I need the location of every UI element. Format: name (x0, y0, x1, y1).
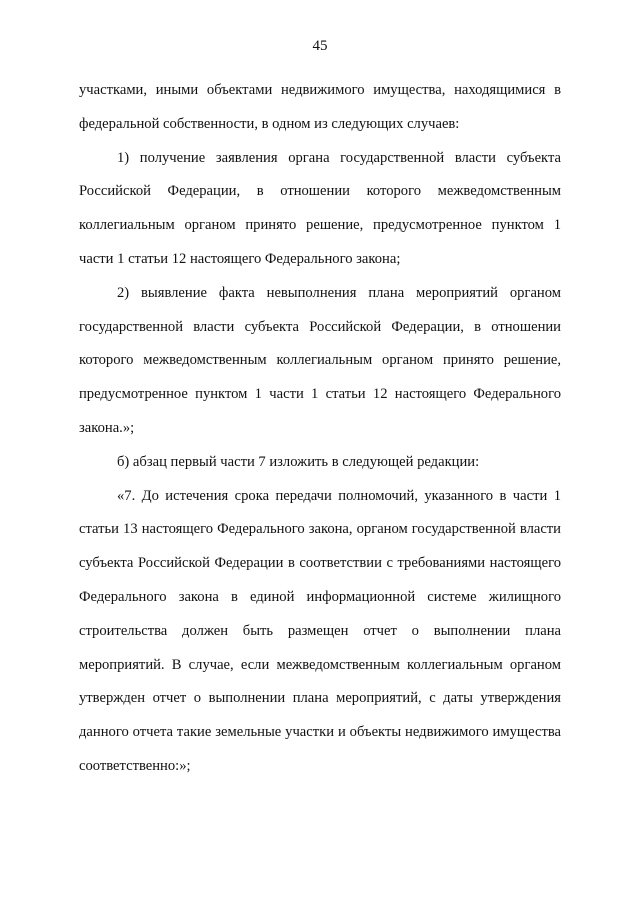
paragraph-subitem-b: б) абзац первый части 7 изложить в следующей редакции: (117, 453, 480, 470)
paragraph-item-1: 1) получение заявления органа государственной власти субъекта Российской Федерации, в отношении которого межведомственным коллегиальным органом принято решение, предусмотренное пунктом 1 части 1 статьи 12 настоящего Федерального закона; (79, 149, 561, 267)
paragraph-continuation: участками, иными объектами недвижимого имущества, находящимися в федеральной собственности, в одном из следующих случаев: (79, 82, 561, 132)
paragraph-item-2: 2) выявление факта невыполнения плана мероприятий органом государственной власти субъекта Российской Федерации, в отношении которого межведомственным коллегиальным органом принято решение, предусмотренное пунктом 1 части 1 статьи 12 настоящего Федерального закона.»; (79, 284, 561, 436)
page-number: 45 (312, 38, 328, 54)
paragraph-part-7: «7. До истечения срока передачи полномочий, указанного в части 1 статьи 13 настоящего Федерального закона, органом государственной власти субъекта Российской Федерации в соответствии с требованиями настоящего Федерального закона в единой информационной системе жилищного строительства должен быть размещен отчет о выполнении плана мероприятий. В случае, если межведомственным коллегиальным органом утвержден отчет о выполнении плана мероприятий, с даты утверждения данного отчета такие земельные участки и объекты недвижимого имущества соответственно:»; (79, 487, 561, 774)
document-body (79, 74, 561, 784)
